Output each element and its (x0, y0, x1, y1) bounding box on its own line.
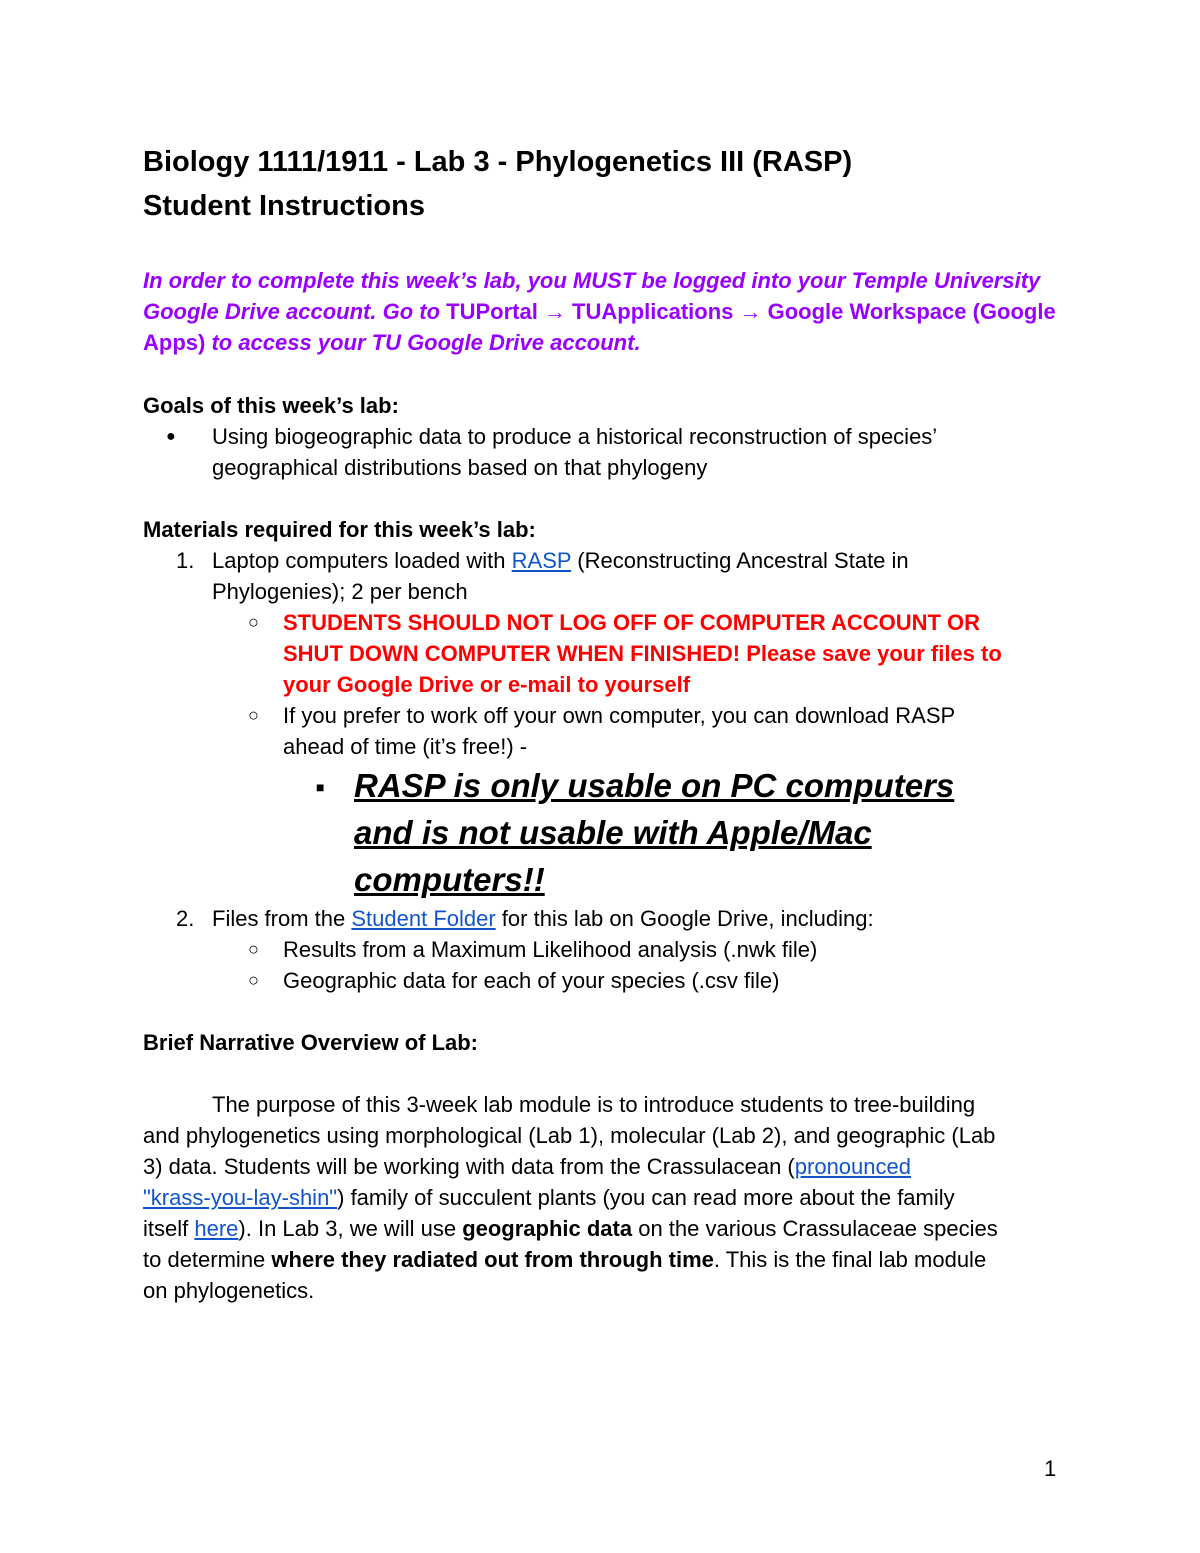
materials-item-2-number: 2. (176, 906, 195, 931)
pronounced-link[interactable]: pronounced (794, 1154, 911, 1179)
title-line-1: Biology 1111/1911 - Lab 3 - Phylogenetics III (RASP) (143, 146, 853, 178)
materials-item-1-post: (Reconstructing Ancestral State in (571, 548, 909, 573)
square-bullet-icon: ■ (316, 779, 325, 795)
materials-item-1-pre: Laptop computers loaded with (212, 548, 512, 573)
overview-line-1: The purpose of this 3-week lab module is to introduce students to tree-building (212, 1092, 976, 1117)
red-warning-line-2: SHUT DOWN COMPUTER WHEN FINISHED! Please save your files to (283, 641, 1002, 666)
overview-line-6 (143, 1244, 986, 1275)
overview-line-5-b: ). In Lab 3, we will use (238, 1216, 463, 1241)
file-item-csv: Geographic data for each of your species (.csv file) (283, 968, 780, 993)
red-warning-line-1: STUDENTS SHOULD NOT LOG OFF OF COMPUTER ACCOUNT OR (283, 610, 981, 635)
title-line-2: Student Instructions (143, 190, 425, 222)
circle-bullet-icon: ○ (248, 970, 259, 990)
own-computer-line-1: If you prefer to work off your own computer, you can download RASP (283, 703, 956, 728)
materials-heading: Materials required for this week’s lab: (143, 517, 536, 542)
materials-item-1 (212, 545, 909, 576)
rasp-link[interactable]: RASP (511, 548, 572, 573)
login-notice (143, 265, 1063, 358)
overview-line-4 (143, 1182, 955, 1213)
goals-item-line-2: geographical distributions based on that phylogeny (212, 455, 708, 480)
geographic-data-bold: geographic data (462, 1216, 633, 1241)
pronunciation-link[interactable]: "krass-you-lay-shin" (143, 1185, 338, 1210)
goals-bullet-icon: ● (166, 428, 176, 445)
overview-line-7: on phylogenetics. (143, 1278, 315, 1303)
student-folder-link[interactable]: Student Folder (351, 906, 496, 931)
overview-line-6-a: to determine (143, 1247, 272, 1272)
goals-item-line-1: Using biogeographic data to produce a historical reconstruction of species’ (212, 424, 938, 449)
pc-only-warning-line-3: computers!! (354, 861, 545, 898)
document-title (143, 140, 852, 228)
circle-bullet-icon: ○ (248, 612, 259, 632)
overview-heading: Brief Narrative Overview of Lab: (143, 1030, 479, 1055)
red-warning-line-3: your Google Drive or e-mail to yourself (283, 672, 691, 697)
materials-item-1-line-2: Phylogenies); 2 per bench (212, 579, 468, 604)
circle-bullet-icon: ○ (248, 939, 259, 959)
overview-line-4-text: ) family of succulent plants (you can read more about the family (337, 1185, 955, 1210)
overview-line-2: and phylogenetics using morphological (Lab 1), molecular (Lab 2), and geographic (Lab (143, 1123, 996, 1148)
radiated-bold: where they radiated out from through time (271, 1247, 714, 1272)
overview-line-3 (143, 1151, 911, 1182)
here-link[interactable]: here (194, 1216, 239, 1241)
materials-item-2 (212, 903, 874, 934)
pc-only-warning-line-2: and is not usable with Apple/Mac (354, 814, 872, 851)
materials-item-2-post: for this lab on Google Drive, including: (495, 906, 874, 931)
materials-item-2-pre: Files from the (212, 906, 352, 931)
file-item-nwk: Results from a Maximum Likelihood analysis (.nwk file) (283, 937, 818, 962)
materials-item-1-number: 1. (176, 548, 195, 573)
notice-part-2: TUPortal → TUApplications → Google Workspace (Google Apps) (143, 299, 1056, 355)
overview-line-5-a: itself (143, 1216, 195, 1241)
notice-part-1: In order to complete this week’s lab, you MUST be logged into your Temple University Google Drive account. Go to (143, 268, 1041, 324)
overview-line-3-text: 3) data. Students will be working with data from the Crassulacean ( (143, 1154, 795, 1179)
overview-line-6-b: . This is the final lab module (713, 1247, 987, 1272)
overview-line-5-c: on the various Crassulaceae species (632, 1216, 998, 1241)
pc-only-warning-line-1: RASP is only usable on PC computers (354, 767, 955, 804)
own-computer-line-2: ahead of time (it’s free!) - (283, 734, 528, 759)
goals-heading: Goals of this week’s lab: (143, 393, 399, 418)
overview-line-5 (143, 1213, 998, 1244)
page-number: 1 (1044, 1456, 1057, 1481)
notice-part-3: to access your TU Google Drive account. (205, 330, 641, 355)
circle-bullet-icon: ○ (248, 705, 259, 725)
